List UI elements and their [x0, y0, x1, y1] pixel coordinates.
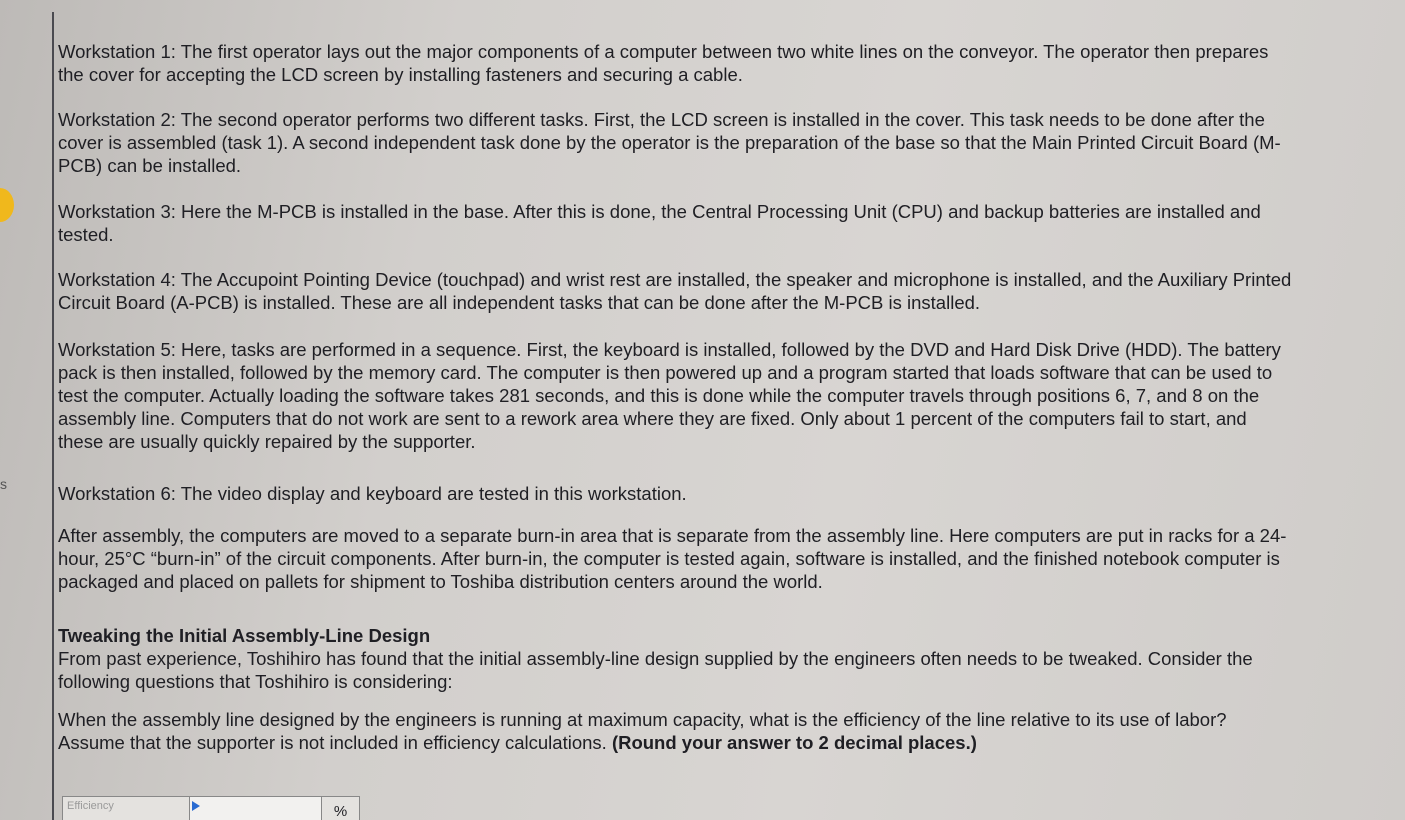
left-margin-rule [52, 12, 54, 820]
side-marker-icon [0, 188, 14, 222]
section-body: From past experience, Toshihiro has found that the initial assembly-line design supplied by the engineers often needs to be tweaked. Consider the following questions that Toshihiro is considering: [58, 648, 1253, 692]
side-letter: s [0, 476, 7, 492]
workstation-1-text: Workstation 1: The first operator lays out the major components of a computer between two white lines on the conveyor. The operator then prepares the cover for accepting the LCD screen by installing fasteners and securing a cable. [58, 41, 1269, 85]
question-body: When the assembly line designed by the engineers is running at maximum capacity, what is the efficiency of the line relative to its use of labor? Assume that the supporter is not included in efficiency calculations. [58, 709, 1227, 753]
answer-row [62, 796, 360, 820]
question-text [58, 708, 1293, 754]
efficiency-input[interactable] [190, 796, 322, 820]
after-assembly-text: After assembly, the computers are moved to a separate burn-in area that is separate from the assembly line. Here computers are put in racks for a 24-hour, 25°C “burn-in” of the circuit components. After burn-in, the computer is tested again, software is installed, and the finished notebook computer is packaged and placed on pallets for shipment to Toshiba distribution centers around the world. [58, 525, 1287, 592]
tweaking-section [58, 624, 1293, 693]
workstation-3-text: Workstation 3: Here the M-PCB is installed in the base. After this is done, the Central Processing Unit (CPU) and backup batteries are installed and tested. [58, 201, 1261, 245]
caret-icon [192, 801, 200, 811]
workstation-2-text: Workstation 2: The second operator performs two different tasks. First, the LCD screen is installed in the cover. This task needs to be done after the cover is assembled (task 1). A second independent task done by the operator is the preparation of the base so that the Main Printed Circuit Board (M-PCB) can be installed. [58, 109, 1281, 176]
workstation-5-text: Workstation 5: Here, tasks are performed in a sequence. First, the keyboard is installed, followed by the DVD and Hard Disk Drive (HDD). The battery pack is then installed, followed by the memory card. The computer is then powered up and a program started that loads software that can be used to test the computer. Actually loading the software takes 281 seconds, and this is done while the computer travels through positions 6, 7, and 8 on the assembly line. Computers that do not work are sent to a rework area where they are fixed. Only about 1 percent of the computers fail to start, and these are usually quickly repaired by the supporter. [58, 339, 1281, 452]
workstation-4-text: Workstation 4: The Accupoint Pointing Device (touchpad) and wrist rest are installed, the speaker and microphone is installed, and the Auxiliary Printed Circuit Board (A-PCB) is installed. These are all independent tasks that can be done after the M-PCB is installed. [58, 269, 1292, 313]
workstation-6-text: Workstation 6: The video display and keyboard are tested in this workstation. [58, 483, 687, 504]
question-instruction: (Round your answer to 2 decimal places.) [611, 732, 977, 753]
answer-label: Efficiency [62, 796, 190, 820]
section-heading: Tweaking the Initial Assembly-Line Design [58, 625, 431, 646]
percent-unit: % [322, 796, 360, 820]
